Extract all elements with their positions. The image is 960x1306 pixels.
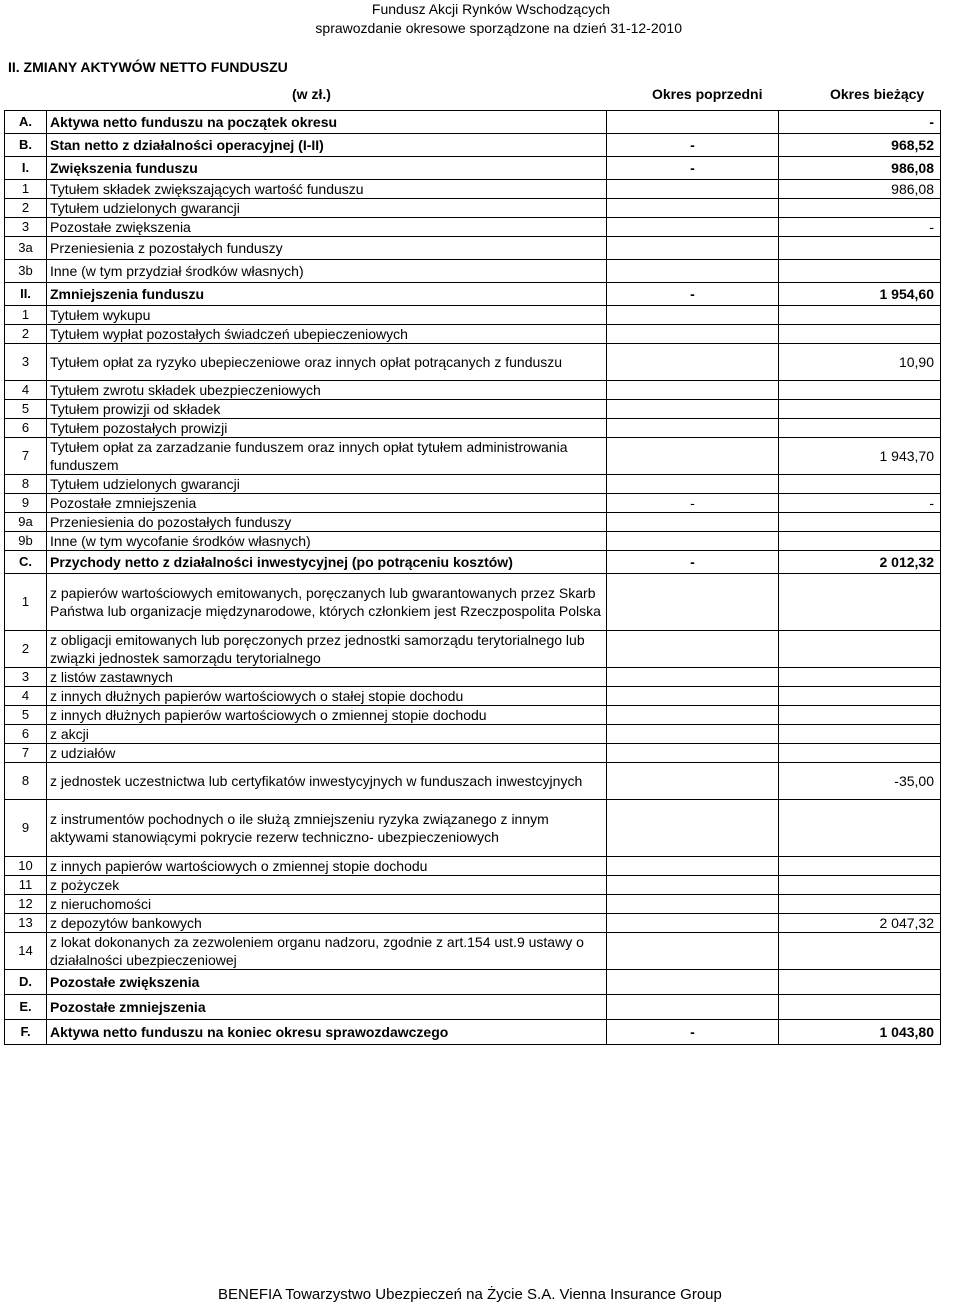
table-row bbox=[5, 111, 941, 134]
table-row bbox=[5, 260, 941, 283]
row-number: 9 bbox=[5, 800, 47, 857]
row-previous-value bbox=[607, 631, 779, 668]
row-previous-value bbox=[607, 744, 779, 763]
table-row bbox=[5, 237, 941, 260]
row-number: 12 bbox=[5, 895, 47, 914]
table-row bbox=[5, 438, 941, 475]
row-number: 6 bbox=[5, 725, 47, 744]
row-current-value bbox=[779, 325, 941, 344]
table-row bbox=[5, 532, 941, 551]
row-current-value bbox=[779, 857, 941, 876]
row-number: 5 bbox=[5, 400, 47, 419]
section-title: II. ZMIANY AKTYWÓW NETTO FUNDUSZU bbox=[8, 59, 288, 75]
row-label: Tytułem opłat za zarzadzanie funduszem oraz innych opłat tytułem administrowania funduszem bbox=[47, 438, 607, 475]
row-number: 7 bbox=[5, 744, 47, 763]
row-label: Aktywa netto funduszu na koniec okresu sprawozdawczego bbox=[47, 1020, 607, 1045]
row-label: Pozostałe zwiększenia bbox=[47, 218, 607, 237]
row-current-value bbox=[779, 970, 941, 995]
table-row bbox=[5, 494, 941, 513]
row-previous-value: - bbox=[607, 494, 779, 513]
row-previous-value bbox=[607, 970, 779, 995]
row-label: z jednostek uczestnictwa lub certyfikatów inwestycyjnych w funduszach inwestcyjnych bbox=[47, 763, 607, 800]
row-current-value bbox=[779, 381, 941, 400]
row-label: Tytułem wypłat pozostałych świadczeń ubepieczeniowych bbox=[47, 325, 607, 344]
table-row bbox=[5, 895, 941, 914]
row-previous-value bbox=[607, 895, 779, 914]
row-label: z innych dłużnych papierów wartościowych o stałej stopie dochodu bbox=[47, 687, 607, 706]
document-header-report-date: sprawozdanie okresowe sporządzone na dzień 31-12-2010 bbox=[315, 20, 682, 36]
table-row bbox=[5, 763, 941, 800]
row-current-value: 1 043,80 bbox=[779, 1020, 941, 1045]
row-number: 1 bbox=[5, 306, 47, 325]
table-row bbox=[5, 687, 941, 706]
table-row bbox=[5, 199, 941, 218]
row-label: Przychody netto z działalności inwestycyjnej (po potrąceniu kosztów) bbox=[47, 551, 607, 574]
row-previous-value bbox=[607, 199, 779, 218]
row-number: I. bbox=[5, 157, 47, 180]
row-number: 8 bbox=[5, 475, 47, 494]
row-previous-value: - bbox=[607, 1020, 779, 1045]
row-label: Tytułem wykupu bbox=[47, 306, 607, 325]
row-label: Przeniesienia do pozostałych funduszy bbox=[47, 513, 607, 532]
row-label: Aktywa netto funduszu na początek okresu bbox=[47, 111, 607, 134]
document-header-fund-name: Fundusz Akcji Rynków Wschodzących bbox=[371, 1, 610, 17]
row-previous-value bbox=[607, 260, 779, 283]
table-row bbox=[5, 283, 941, 306]
row-label: Zwiększenia funduszu bbox=[47, 157, 607, 180]
row-number: 3 bbox=[5, 218, 47, 237]
row-label: Inne (w tym wycofanie środków własnych) bbox=[47, 532, 607, 551]
table-row bbox=[5, 180, 941, 199]
table-row bbox=[5, 1020, 941, 1045]
row-previous-value bbox=[607, 933, 779, 970]
row-label: Stan netto z działalności operacyjnej (I-II) bbox=[47, 134, 607, 157]
row-label: z papierów wartościowych emitowanych, poręczanych lub gwarantowanych przez Skarb Państwa lub organizacje międzynarodowe, których członkiem jest Rzeczpospolita Polska bbox=[47, 574, 607, 631]
row-current-value bbox=[779, 876, 941, 895]
row-current-value bbox=[779, 687, 941, 706]
row-current-value bbox=[779, 895, 941, 914]
row-number: D. bbox=[5, 970, 47, 995]
row-number: 7 bbox=[5, 438, 47, 475]
row-label: z listów zastawnych bbox=[47, 668, 607, 687]
row-previous-value bbox=[607, 381, 779, 400]
row-previous-value bbox=[607, 513, 779, 532]
row-previous-value bbox=[607, 857, 779, 876]
table-row bbox=[5, 744, 941, 763]
row-number: 3b bbox=[5, 260, 47, 283]
table-row bbox=[5, 995, 941, 1020]
row-label: z innych dłużnych papierów wartościowych o zmiennej stopie dochodu bbox=[47, 706, 607, 725]
row-number: 6 bbox=[5, 419, 47, 438]
row-previous-value bbox=[607, 574, 779, 631]
row-current-value: - bbox=[779, 494, 941, 513]
table-row bbox=[5, 876, 941, 895]
row-number: E. bbox=[5, 995, 47, 1020]
row-number: 9b bbox=[5, 532, 47, 551]
row-previous-value bbox=[607, 180, 779, 199]
table-row bbox=[5, 513, 941, 532]
table-row bbox=[5, 551, 941, 574]
row-label: Tytułem pozostałych prowizji bbox=[47, 419, 607, 438]
row-previous-value bbox=[607, 419, 779, 438]
table-row bbox=[5, 970, 941, 995]
row-previous-value bbox=[607, 800, 779, 857]
footer-company-name: BENEFIA Towarzystwo Ubezpieczeń na Życie S.A. Vienna Insurance Group bbox=[218, 1286, 722, 1303]
table-row bbox=[5, 574, 941, 631]
row-current-value bbox=[779, 199, 941, 218]
row-previous-value: - bbox=[607, 134, 779, 157]
row-number: 3 bbox=[5, 344, 47, 381]
column-header-previous-period: Okres poprzedni bbox=[652, 86, 763, 102]
row-previous-value bbox=[607, 687, 779, 706]
row-number: 13 bbox=[5, 914, 47, 933]
row-previous-value bbox=[607, 725, 779, 744]
row-current-value bbox=[779, 668, 941, 687]
row-current-value: 986,08 bbox=[779, 157, 941, 180]
table-row bbox=[5, 325, 941, 344]
row-previous-value bbox=[607, 475, 779, 494]
row-current-value: 2 047,32 bbox=[779, 914, 941, 933]
row-label: Pozostałe zmniejszenia bbox=[47, 995, 607, 1020]
row-previous-value bbox=[607, 763, 779, 800]
row-previous-value bbox=[607, 400, 779, 419]
table-row bbox=[5, 933, 941, 970]
row-current-value bbox=[779, 574, 941, 631]
row-current-value: 986,08 bbox=[779, 180, 941, 199]
row-current-value: 10,90 bbox=[779, 344, 941, 381]
row-label: Przeniesienia z pozostałych funduszy bbox=[47, 237, 607, 260]
currency-unit: (w zł.) bbox=[292, 86, 331, 102]
row-previous-value: - bbox=[607, 157, 779, 180]
table-row bbox=[5, 419, 941, 438]
row-number: 1 bbox=[5, 180, 47, 199]
row-number: B. bbox=[5, 134, 47, 157]
table-row bbox=[5, 381, 941, 400]
row-current-value bbox=[779, 631, 941, 668]
column-header-current-period: Okres bieżący bbox=[830, 86, 925, 102]
table-row bbox=[5, 914, 941, 933]
row-previous-value bbox=[607, 914, 779, 933]
row-number: 4 bbox=[5, 381, 47, 400]
row-previous-value bbox=[607, 438, 779, 475]
row-previous-value bbox=[607, 876, 779, 895]
row-number: 1 bbox=[5, 574, 47, 631]
row-current-value bbox=[779, 475, 941, 494]
table-row bbox=[5, 218, 941, 237]
row-previous-value bbox=[607, 237, 779, 260]
row-current-value bbox=[779, 532, 941, 551]
row-current-value bbox=[779, 706, 941, 725]
table-row bbox=[5, 475, 941, 494]
row-number: 11 bbox=[5, 876, 47, 895]
row-current-value bbox=[779, 933, 941, 970]
row-previous-value bbox=[607, 218, 779, 237]
row-label: z lokat dokonanych za zezwoleniem organu nadzoru, zgodnie z art.154 ust.9 ustawy o działalności ubezpieczeniowej bbox=[47, 933, 607, 970]
row-label: Tytułem składek zwiększających wartość funduszu bbox=[47, 180, 607, 199]
row-previous-value bbox=[607, 668, 779, 687]
row-current-value bbox=[779, 744, 941, 763]
table-row bbox=[5, 400, 941, 419]
row-label: Inne (w tym przydział środków własnych) bbox=[47, 260, 607, 283]
row-label: Tytułem udzielonych gwarancji bbox=[47, 475, 607, 494]
table-row bbox=[5, 857, 941, 876]
row-label: Zmniejszenia funduszu bbox=[47, 283, 607, 306]
row-current-value: -35,00 bbox=[779, 763, 941, 800]
row-number: 8 bbox=[5, 763, 47, 800]
row-label: z instrumentów pochodnych o ile służą zmniejszeniu ryzyka związanego z innym aktywami stanowiącymi pokrycie rezerw techniczno- ubezpieczeniowych bbox=[47, 800, 607, 857]
table-row bbox=[5, 668, 941, 687]
row-label: z innych papierów wartościowych o zmiennej stopie dochodu bbox=[47, 857, 607, 876]
row-current-value: 968,52 bbox=[779, 134, 941, 157]
table-row bbox=[5, 706, 941, 725]
row-number: 14 bbox=[5, 933, 47, 970]
row-current-value bbox=[779, 237, 941, 260]
row-number: C. bbox=[5, 551, 47, 574]
row-number: 2 bbox=[5, 631, 47, 668]
row-number: 10 bbox=[5, 857, 47, 876]
row-number: 2 bbox=[5, 199, 47, 218]
row-label: z nieruchomości bbox=[47, 895, 607, 914]
table-row bbox=[5, 725, 941, 744]
row-current-value bbox=[779, 725, 941, 744]
row-label: Pozostałe zmniejszenia bbox=[47, 494, 607, 513]
row-label: z udziałów bbox=[47, 744, 607, 763]
row-label: z obligacji emitowanych lub poręczonych przez jednostki samorządu terytorialnego lub związki jednostek samorządu terytorialnego bbox=[47, 631, 607, 668]
table-row bbox=[5, 306, 941, 325]
row-label: Tytułem udzielonych gwarancji bbox=[47, 199, 607, 218]
row-current-value: 1 954,60 bbox=[779, 283, 941, 306]
table-row bbox=[5, 344, 941, 381]
table-row bbox=[5, 800, 941, 857]
row-previous-value: - bbox=[607, 283, 779, 306]
row-current-value bbox=[779, 400, 941, 419]
row-label: z pożyczek bbox=[47, 876, 607, 895]
row-previous-value bbox=[607, 306, 779, 325]
table-row bbox=[5, 134, 941, 157]
table-row bbox=[5, 157, 941, 180]
row-number: II. bbox=[5, 283, 47, 306]
row-number: F. bbox=[5, 1020, 47, 1045]
row-current-value: - bbox=[779, 111, 941, 134]
row-label: z akcji bbox=[47, 725, 607, 744]
row-previous-value bbox=[607, 995, 779, 1020]
row-number: 2 bbox=[5, 325, 47, 344]
row-previous-value bbox=[607, 111, 779, 134]
row-previous-value bbox=[607, 325, 779, 344]
row-current-value bbox=[779, 419, 941, 438]
row-number: 3a bbox=[5, 237, 47, 260]
row-previous-value: - bbox=[607, 551, 779, 574]
row-previous-value bbox=[607, 532, 779, 551]
row-label: z depozytów bankowych bbox=[47, 914, 607, 933]
row-label: Pozostałe zwiększenia bbox=[47, 970, 607, 995]
row-number: A. bbox=[5, 111, 47, 134]
row-current-value bbox=[779, 995, 941, 1020]
row-current-value bbox=[779, 800, 941, 857]
row-number: 9 bbox=[5, 494, 47, 513]
row-number: 5 bbox=[5, 706, 47, 725]
row-label: Tytułem opłat za ryzyko ubepieczeniowe oraz innych opłat potrącanych z funduszu bbox=[47, 344, 607, 381]
net-assets-changes-table bbox=[4, 110, 941, 1045]
row-previous-value bbox=[607, 706, 779, 725]
row-current-value: 1 943,70 bbox=[779, 438, 941, 475]
row-current-value bbox=[779, 513, 941, 532]
row-number: 4 bbox=[5, 687, 47, 706]
table-row bbox=[5, 631, 941, 668]
row-number: 3 bbox=[5, 668, 47, 687]
row-current-value bbox=[779, 306, 941, 325]
row-current-value bbox=[779, 260, 941, 283]
row-current-value: 2 012,32 bbox=[779, 551, 941, 574]
row-current-value: - bbox=[779, 218, 941, 237]
row-previous-value bbox=[607, 344, 779, 381]
row-label: Tytułem zwrotu składek ubezpieczeniowych bbox=[47, 381, 607, 400]
row-label: Tytułem prowizji od składek bbox=[47, 400, 607, 419]
row-number: 9a bbox=[5, 513, 47, 532]
